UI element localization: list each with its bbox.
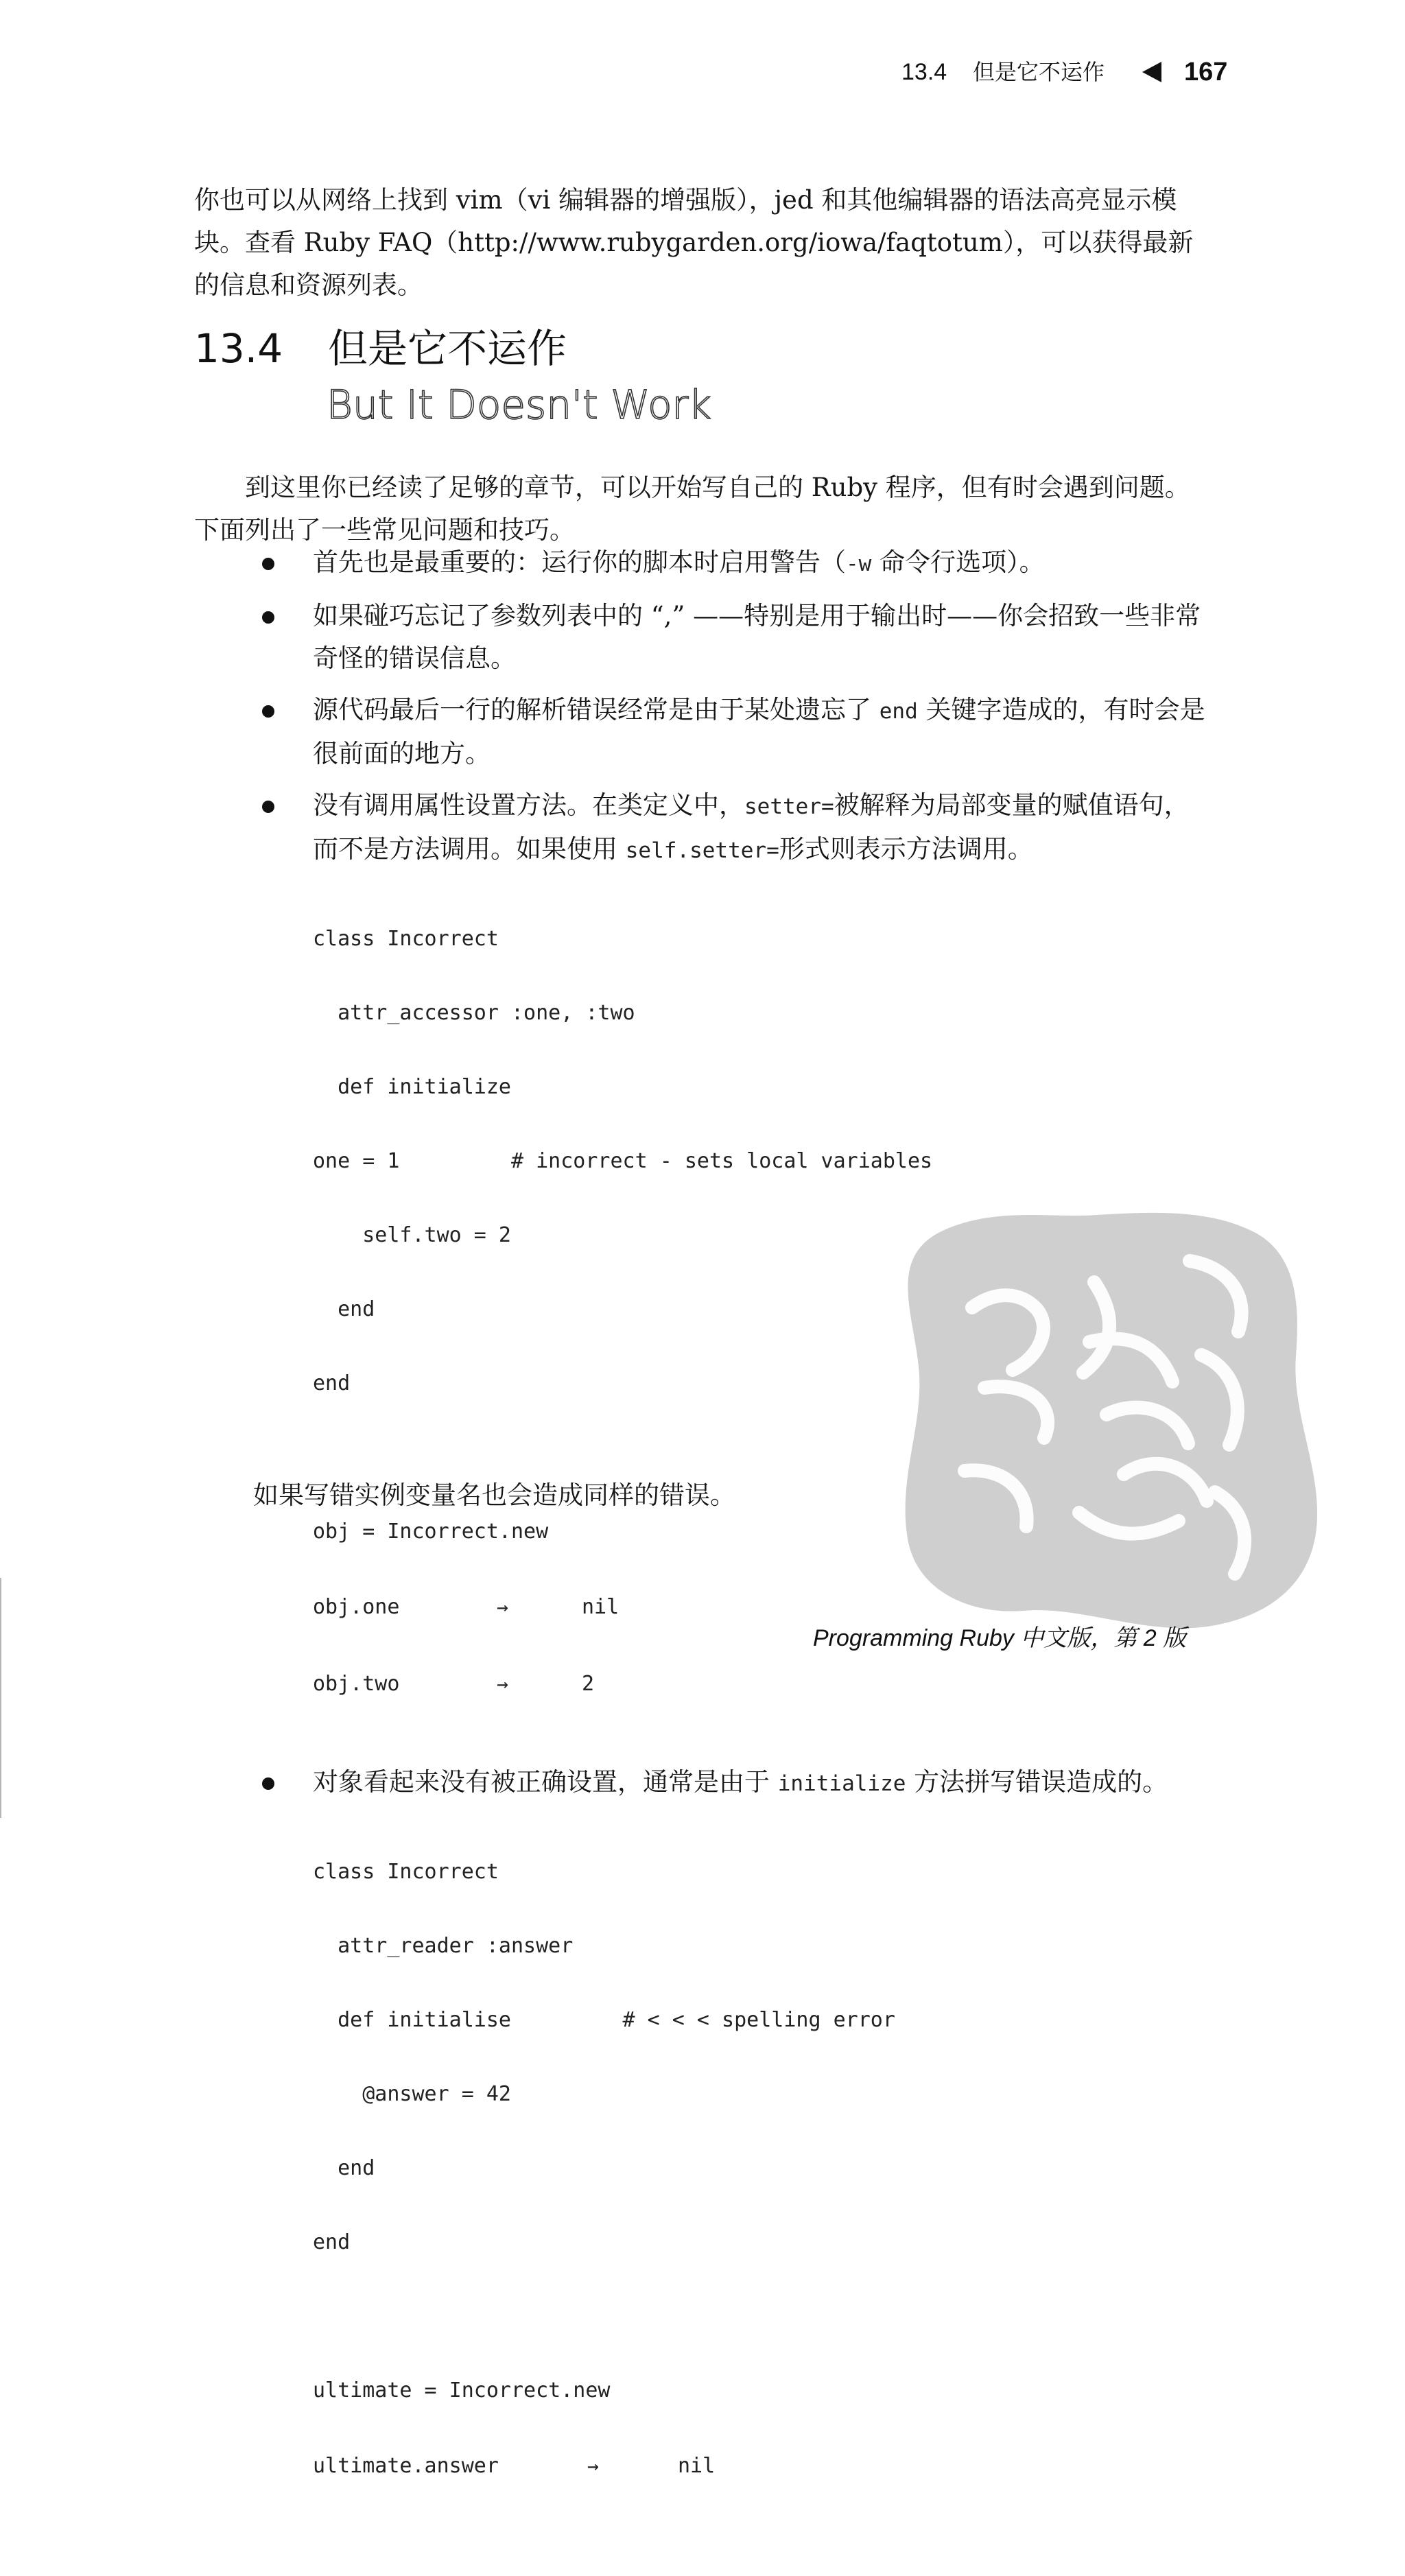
closing-paragraph: 如果写错实例变量名也会造成同样的错误。 xyxy=(253,1480,735,1510)
setter-code-line-3: def initialize xyxy=(313,1075,511,1099)
tip-missing-comma-text: 如果碰巧忘记了参数列表中的 “,” ——特别是用于输出时——你会招致一些非常奇怪的错误信息。 xyxy=(313,601,1201,673)
section-number: 13.4 xyxy=(194,325,283,372)
running-header-section-title: 但是它不运作 xyxy=(973,59,1105,85)
setter-result-two-expression: obj.two xyxy=(313,1672,400,1696)
initialize-code-line-4: @answer = 42 xyxy=(313,2082,511,2106)
lead-paragraph: 到这里你已经读了足够的章节，可以开始写自己的 Ruby 程序，但有时会遇到问题。下面列出了一些常见问题和技巧。 xyxy=(194,473,1190,545)
setter-code-line-7: end xyxy=(313,1371,351,1395)
setter-result-two xyxy=(313,1670,1212,1698)
initialize-result-answer-value: nil xyxy=(678,2454,716,2478)
tip-initialize-spelling xyxy=(241,1761,1212,1805)
setter-code-object-line: obj = Incorrect.new xyxy=(313,1520,549,1544)
page-number: 167 xyxy=(1184,58,1228,86)
setter-result-two-value: 2 xyxy=(582,1672,595,1696)
tip-setter-method xyxy=(241,784,1212,872)
setter-code-line-2: attr_accessor :one, :two xyxy=(313,1001,635,1025)
setter-code-line-1: class Incorrect xyxy=(313,927,499,951)
tip-setter-text-before: 没有调用属性设置方法。在类定义中， xyxy=(313,790,744,820)
tip-warnings-text-before: 首先也是最重要的：运行你的脚本时启用警告（ xyxy=(313,547,846,577)
tip-initialize-code: initialize xyxy=(777,1771,906,1796)
setter-result-one-expression: obj.one xyxy=(313,1595,400,1619)
running-header xyxy=(870,54,1254,91)
tip-setter-text-after: 形式则表示方法调用。 xyxy=(779,834,1033,864)
tip-missing-comma xyxy=(241,595,1212,680)
right-arrow-icon: → xyxy=(587,2455,599,2477)
initialize-code-blank-line xyxy=(313,2304,1212,2329)
initialize-code-line-1: class Incorrect xyxy=(313,1860,499,1884)
right-arrow-icon: → xyxy=(497,1673,508,1695)
setter-code-line-4: one = 1 # incorrect - sets local variables xyxy=(313,1149,933,1173)
bullet-dot-icon xyxy=(262,1777,274,1790)
section-heading xyxy=(194,321,846,438)
tip-setter-code-self-setter: self.setter= xyxy=(625,838,779,863)
setter-result-one-value: nil xyxy=(582,1595,619,1619)
right-arrow-icon: → xyxy=(497,1596,508,1618)
tip-missing-end-text-before: 源代码最后一行的解析错误经常是由于某处遗忘了 xyxy=(313,695,879,724)
book-footer: Programming Ruby 中文版，第 2 版 xyxy=(813,1625,1187,1651)
running-header-section-number: 13.4 xyxy=(901,59,947,85)
bullet-dot-icon xyxy=(262,801,274,813)
setter-code-line-5: self.two = 2 xyxy=(313,1223,511,1247)
section-title: 但是它不运作 xyxy=(328,325,567,372)
tip-initialize-text-after: 方法拼写错误造成的。 xyxy=(906,1767,1168,1797)
intro-paragraph: 你也可以从网络上找到 vim（vi 编辑器的增强版），jed 和其他编辑器的语法高亮显示模块。查看 Ruby FAQ（http://www.rubygarden.org/iowa/faqtotum），可以获得最新的信息和资源列表。 xyxy=(194,185,1194,300)
tip-missing-end-code: end xyxy=(879,699,918,724)
initialize-code-line-3: def initialise # < < < spelling error xyxy=(313,2008,895,2032)
bullet-dot-icon xyxy=(262,705,274,718)
tip-warnings-code: -w xyxy=(846,552,872,576)
bullet-dot-icon xyxy=(262,558,274,570)
library-seal-stamp-icon xyxy=(878,1180,1345,1646)
tip-setter-code-setter: setter= xyxy=(744,794,834,819)
initialize-result-answer-expression: ultimate.answer xyxy=(313,2454,499,2478)
tip-setter-text-middle: 被解释为局部变量的赋值语句，而不是方法调用。如果使用 xyxy=(313,790,1190,864)
left-pointing-triangle-icon xyxy=(1139,59,1165,85)
bullet-dot-icon xyxy=(262,611,274,624)
initialize-code-line-6: end xyxy=(313,2230,351,2254)
initialize-code-object-line: ultimate = Incorrect.new xyxy=(313,2378,611,2402)
tip-missing-end-text-after: 关键字造成的，有时会是很前面的地方。 xyxy=(313,695,1205,768)
tip-initialize-text-before: 对象看起来没有被正确设置，通常是由于 xyxy=(313,1767,778,1797)
setter-code-line-6: end xyxy=(313,1297,375,1321)
left-margin-rule xyxy=(0,1578,1,1818)
initialize-code-example xyxy=(313,1810,1212,2529)
section-subtitle: But It Doesn't Work xyxy=(327,381,711,428)
tip-warnings-text-after: 命令行选项）。 xyxy=(871,547,1045,577)
tip-warnings xyxy=(241,541,1212,585)
initialize-result-answer xyxy=(313,2453,1212,2480)
initialize-code-line-2: attr_reader :answer xyxy=(313,1934,574,1958)
initialize-code-line-5: end xyxy=(313,2156,375,2180)
tip-missing-end xyxy=(241,689,1212,775)
